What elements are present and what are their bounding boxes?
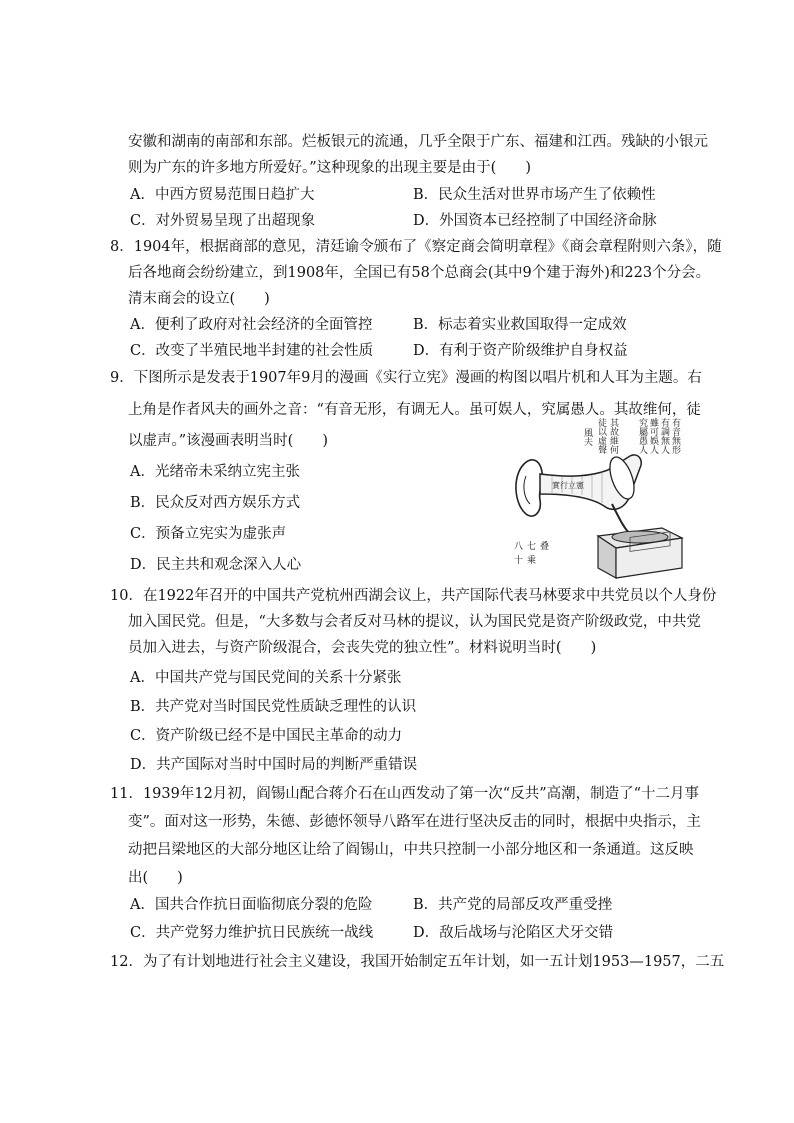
q10-option-b: B．共产党对当时国民党性质缺乏理性的认识 [130,699,417,715]
horn-label: 實行立憲 [552,481,584,490]
q11-option-b: B．共产党的局部反攻严重受挫 [413,897,613,913]
tone-arm [612,504,630,534]
q8-option-d: D．有利于资产阶级维护自身权益 [413,343,628,359]
q9-option-c: C．预备立宪实为虚张声 [130,526,287,542]
q11-option-d: D．敌后战场与沦陷区犬牙交错 [413,925,614,941]
caption-col-4: 究屬愚人 [639,419,649,456]
q6-stem-line-1: 安徽和湖南的南部和东部。烂板银元的流通，几乎全限于广东、福建和江西。残缺的小银元 [128,134,708,150]
caption-col-1: 有音無形 [672,419,682,456]
q11-stem-line-4: 出( ) [128,870,183,886]
cartoon-stamp: 八七叠十乘 [514,542,554,566]
caption-col-5: 其故維何 [610,419,620,456]
q8-stem-line-2: 后各地商会纷纷建立，到1908年，全国已有58个总商会(其中9个建于海外)和223个分会。 [128,265,711,281]
q6-option-c: C．对外贸易呈现了出超现象 [130,213,316,229]
caption-col-6: 徒以虛聲 [598,419,608,456]
q11-stem-line-1: 11．1939年12月初，阎锡山配合蒋介石在山西发动了第一次“反共”高潮，制造了“十二月事 [110,786,700,802]
q8-option-a: A．便利了政府对社会经济的全面管控 [130,317,373,333]
q9-option-b: B．民众反对西方娱乐方式 [130,495,301,511]
q10-option-d: D．共产国际对当时中国时局的判断严重错误 [130,757,418,773]
caption-col-2: 有調無人 [661,419,671,456]
q6-stem-line-2: 则为广东的许多地方所爱好。”这种现象的出现主要是由于( ) [128,160,531,176]
cartoon-illustration [512,416,686,582]
caption-col-7: 風夫 [584,429,594,448]
q9-stem-line-1: 9．下图所示是发表于1907年9月的漫画《实行立宪》漫画的构图以唱片机和人耳为主题。右 [110,370,702,386]
q11-option-a: A．国共合作抗日面临彻底分裂的危险 [130,897,373,913]
q8-option-b: B．标志着实业救国取得一定成效 [413,317,627,333]
caption-col-3: 雖可娛人 [650,419,660,456]
q9-stem-line-3: 以虚声。”该漫画表明当时( ) [128,433,328,449]
q9-option-a: A．光绪帝未采纳立宪主张 [130,464,300,480]
q10-option-c: C．资产阶级已经不是中国民主革命的动力 [130,728,403,744]
q11-option-c: C．共产党努力维护抗日民族统一战线 [130,925,374,941]
q11-stem-line-2: 变”。面对这一形势，朱德、彭德怀领导八路军在进行坚决反击的同时，根据中央指示，主 [128,814,701,830]
q6-option-a: A．中西方贸易范围日趋扩大 [130,187,315,203]
ear-shape [516,460,542,516]
q10-stem-line-1: 10．在1922年召开的中国共产党杭州西湖会议上，共产国际代表马林要求中共党员以个人身份 [110,588,717,604]
q11-stem-line-3: 动把吕梁地区的大部分地区让给了阎锡山，中共只控制一小部分地区和一条通道。这反映 [128,842,694,858]
q9-stem-line-2: 上角是作者风夫的画外之音：“有音无形，有调无人。虽可娱人，究属愚人。其故维何，徒 [128,402,701,418]
q8-stem-line-1: 8．1904年，根据商部的意见，清廷谕令颁布了《察定商会简明章程》《商会章程附则六条》，随 [110,239,722,255]
ear-inner [524,476,530,504]
q8-stem-line-3: 清末商会的设立( ) [128,291,270,307]
q10-stem-line-3: 员加入进去，与资产阶级混合，会丧失党的独立性”。材料说明当时( ) [128,640,597,656]
q9-option-d: D．民主共和观念深入人心 [130,557,302,573]
q10-stem-line-2: 加入国民党。但是，“大多数与会者反对马林的提议，认为国民党是资产阶级政党，中共党 [128,614,701,630]
q8-option-c: C．改变了半殖民地半封建的社会性质 [130,343,374,359]
q6-option-b: B．民众生活对世界市场产生了依赖性 [413,187,656,203]
q10-option-a: A．中国共产党与国民党间的关系十分紧张 [130,670,402,686]
q12-stem-line-1: 12．为了有计划地进行社会主义建设，我国开始制定五年计划，如一五计划1953—1957，二五 [110,954,725,970]
q6-option-d: D．外国资本已经控制了中国经济命脉 [413,213,657,229]
